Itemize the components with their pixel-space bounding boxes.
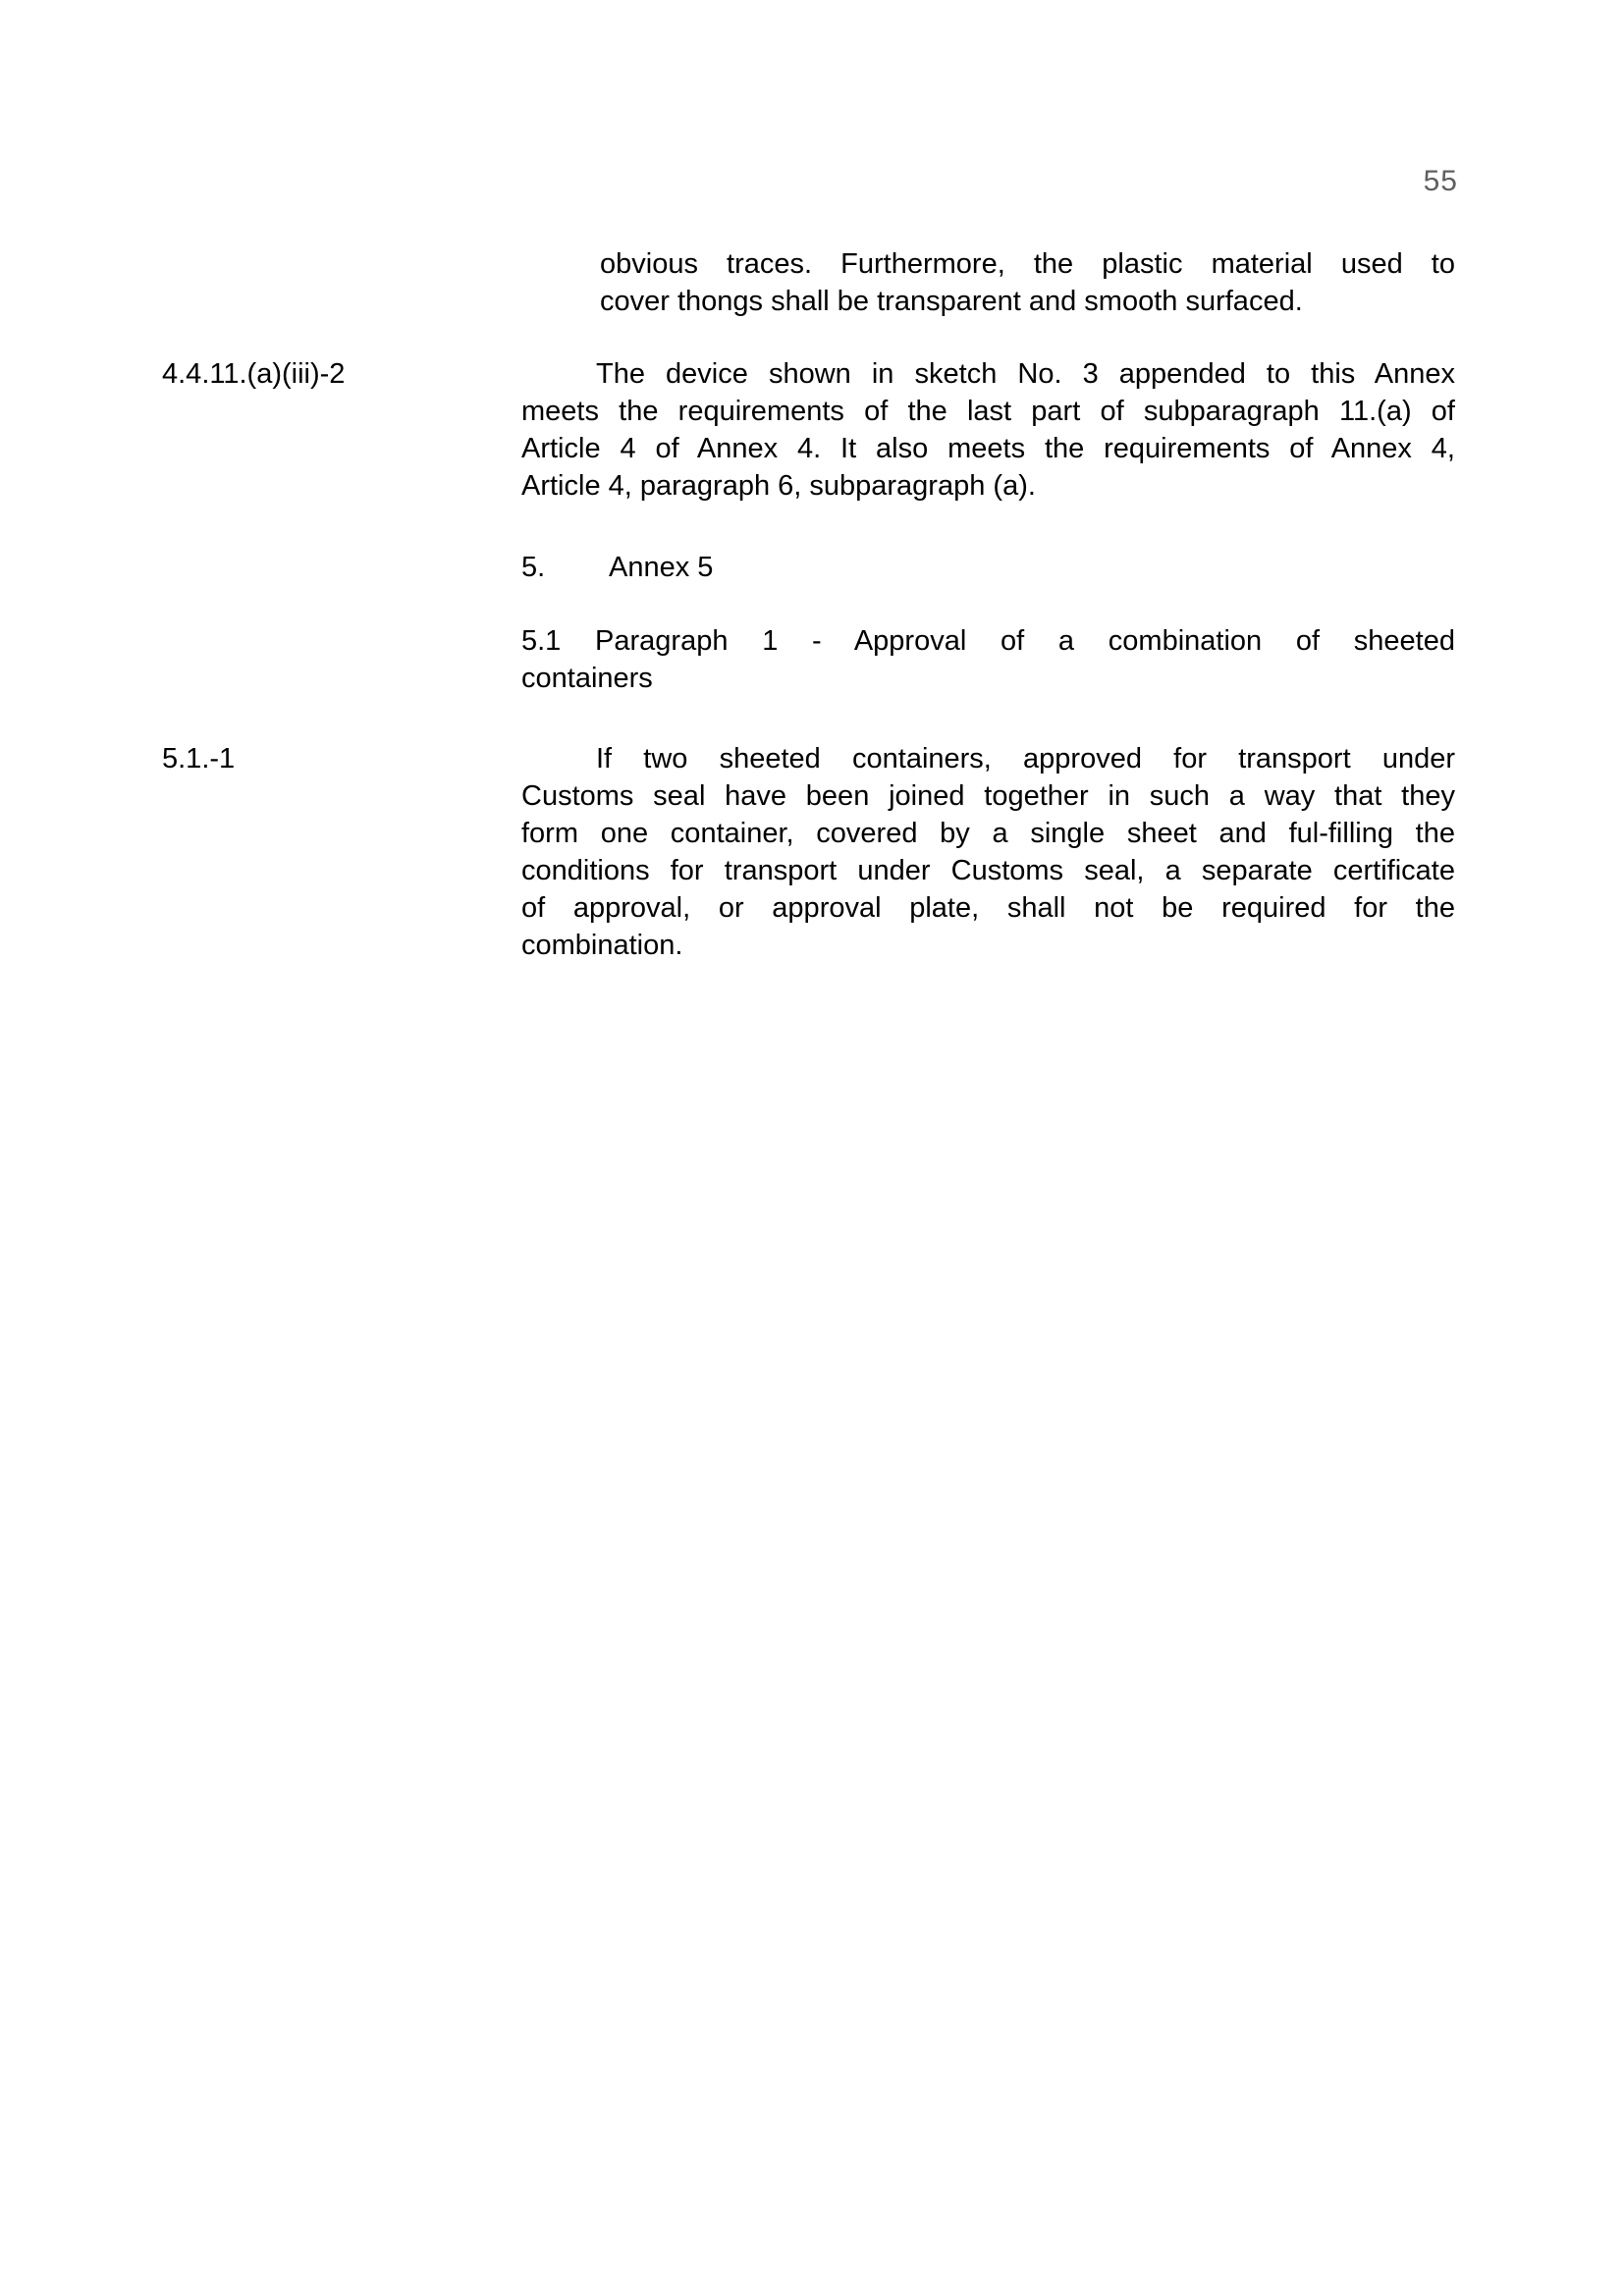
paragraph-body: [521, 740, 1455, 964]
text-line: If two sheeted containers, approved for transport under: [596, 743, 1455, 774]
section-number: 5.: [521, 552, 546, 583]
text-line: 5.1 Paragraph 1 - Approval of a combination of sheeted: [521, 625, 1455, 657]
paragraph-body: [521, 245, 1455, 320]
margin-reference-label: 5.1.-1: [162, 743, 236, 774]
text-line: meets the requirements of the last part of subparagraph 11.(a) of: [521, 396, 1455, 427]
paragraph-row: [162, 355, 1455, 505]
text-line: form one container, covered by a single sheet and ful-filling the: [521, 818, 1455, 849]
paragraph-body: [521, 549, 1455, 586]
text-line: obvious traces. Furthermore, the plastic material used to: [600, 248, 1455, 280]
text-line: conditions for transport under Customs seal, a separate certificate: [521, 855, 1455, 886]
margin-reference-label: 4.4.11.(a)(iii)-2: [162, 358, 346, 390]
paragraph-row: [162, 740, 1455, 964]
paragraph-row: [162, 245, 1455, 320]
text-line: [521, 549, 1455, 586]
text-line: Customs seal have been joined together in such a way that they: [521, 780, 1455, 812]
text-line: combination.: [521, 930, 683, 961]
page-number: 55: [1423, 165, 1458, 197]
paragraph-body: [521, 355, 1455, 505]
section-title: Annex 5: [609, 552, 714, 583]
text-line: Article 4, paragraph 6, subparagraph (a).: [521, 470, 1036, 502]
document-content: [162, 0, 1455, 964]
paragraph-row: [162, 622, 1455, 697]
text-line: containers: [521, 663, 653, 694]
text-line: Article 4 of Annex 4. It also meets the requirements of Annex 4,: [521, 433, 1455, 464]
text-line: The device shown in sketch No. 3 appended to this Annex: [596, 358, 1455, 390]
paragraph-body: [521, 622, 1455, 697]
text-line: cover thongs shall be transparent and smooth surfaced.: [600, 286, 1303, 317]
text-line: of approval, or approval plate, shall not be required for the: [521, 892, 1455, 924]
paragraph-row: [162, 549, 1455, 586]
